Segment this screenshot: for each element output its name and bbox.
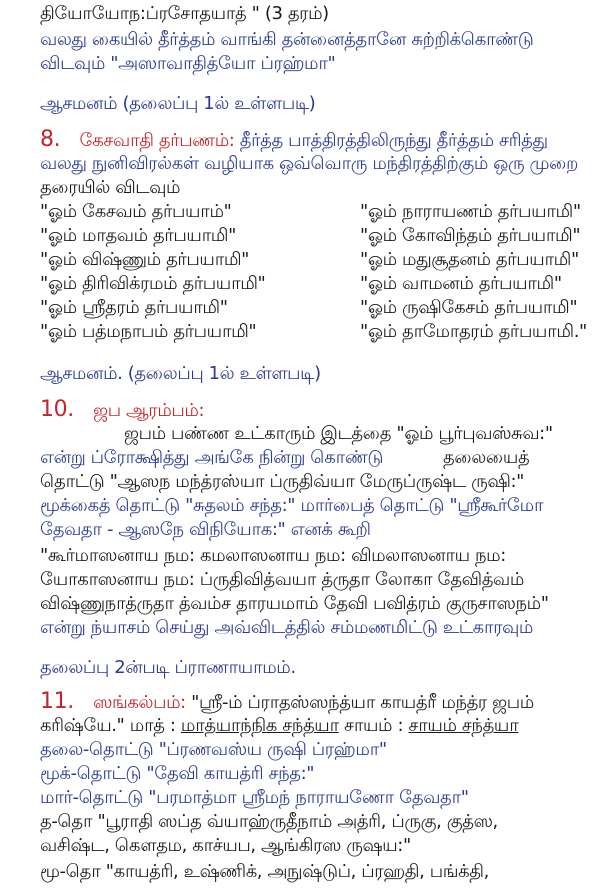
text-line: ஆசமனம் (தலைப்பு 1ல் உள்ளபடி) [40, 93, 316, 114]
section-number: 11. [40, 689, 74, 714]
text-line: மூக்கைத் தொட்டு "சுதலம் சந்த:" மார்பைத் தொட்டு "ஸ்ரீகூர்மோ [40, 495, 544, 516]
text-line: விஷ்ணுநாத்ருதா த்வம்ச தாரயமாம் தேவி பவித்ரம் குருசாஸநம்" [40, 593, 549, 614]
text-line: த-தொ "பூராதி ஸப்த வ்யாஹ்ருதீநாம் அத்ரி, ப்ருகு, குத்ஸ, [40, 811, 498, 832]
section-number: 8. [40, 127, 61, 152]
text-line: தொட்டு "ஆஸந மந்த்ரஸ்யா ப்ருதிவ்யா மேருப்ருஷ்ட ருஷி:" [40, 471, 525, 492]
mantra-left: "ஓம் திரிவிக்ரமம் தர்பயாமி" [40, 273, 266, 294]
mantra-left: "ஓம் விஷ்ணும் தர்பயாமி" [40, 249, 250, 270]
section-text: தீர்த்த பாத்திரத்திலிருந்து தீர்த்தம் சரித்து [239, 130, 548, 151]
section-10-heading [40, 398, 204, 422]
mantra-right: "ஓம் தாமோதரம் தர்பயாமி." [360, 321, 587, 342]
mantra-right: "ஓம் ருஷிகேசம் தர்பயாமி" [360, 297, 578, 318]
text-line: மார்-தொட்டு "பரமாத்மா ஸ்ரீமந் நாராயணோ தேவதா" [40, 787, 469, 808]
section-11-heading [40, 690, 534, 714]
text-line: மூக்-தொட்டு "தேவி காயத்ரி சந்த:" [40, 763, 315, 784]
tarpanam-row [40, 320, 587, 344]
text-segment: சாயம் சந்த்யா [408, 715, 519, 736]
text-segment: தலையைத் [443, 447, 530, 468]
text-line [40, 714, 518, 738]
mantra-left: "ஓம் ஸ்ரீதரம் தர்பயாமி" [40, 297, 228, 318]
text-line: தலைப்பு 2ன்படி ப்ராணாயாமம். [40, 657, 296, 678]
mantra-left: "ஓம் கேசவம் தர்பயாம்" [40, 201, 232, 222]
tarpanam-row [40, 248, 579, 272]
text-line: வலது கையில் தீர்த்தம் வாங்கி தன்னைத்தானே சுற்றிக்கொண்டு [40, 29, 534, 50]
text-segment: என்று ப்ரோக்ஷித்து அங்கே நின்று கொண்டு [40, 447, 383, 468]
text-line: தலை-தொட்டு "ப்ரணவஸ்ய ருஷி ப்ரஹ்மா" [40, 739, 387, 760]
text-line: விடவும் "அஸாவாதித்யோ ப்ரஹ்மா" [40, 53, 336, 74]
section-number: 10. [40, 397, 74, 422]
text-line: வலது நுனிவிரல்கள் வழியாக ஒவ்வொரு மந்திரத்திற்கும் ஒரு முறை [40, 153, 579, 174]
section-title: ஜப ஆரம்பம்: [93, 400, 205, 421]
mantra-right: "ஓம் கோவிந்தம் தர்பயாமி" [360, 225, 581, 246]
text-line: யோகாஸனாய நம: ப்ருதிவித்வயா த்ருதா லோகா தேவித்வம் [40, 569, 524, 590]
mantra-right: "ஓம் நாராயணம் தர்பயாமி" [360, 201, 581, 222]
text-line: ஆசமனம். (தலைப்பு 1ல் உள்ளபடி) [40, 363, 321, 384]
mantra-left: "ஓம் பத்மநாபம் தர்பயாமி" [40, 321, 257, 342]
text-line [40, 446, 529, 470]
text-line: ஜபம் பண்ண உட்காரும் இடத்தை "ஓம் பூர்புவஸ்சுவ:" [124, 423, 553, 444]
tarpanam-row [40, 272, 562, 296]
mantra-right: "ஓம் வாமனம் தர்பயாமி" [360, 273, 562, 294]
section-title: கேசவாதி தர்பணம்: [79, 130, 235, 151]
text-line: "கூர்மாஸனாய நம: கமலாஸனாய நம: விமலாஸனாய நம: [40, 545, 506, 566]
text-line: தரையில் விடவும் [40, 177, 181, 198]
section-title: ஸங்கல்பம்: [93, 692, 186, 713]
text-line: வசிஷ்ட, கௌதம, காச்யப, ஆங்கிரஸ ருஷய:" [40, 835, 411, 856]
section-text: "ஸ்ரீ-ம் ப்ராதஸ்ஸந்த்யா காயத்ரீ மந்த்ர ஜபம் [191, 692, 534, 713]
text-line: தியோயோந:ப்ரசோதயாத் " (3 தரம்) [40, 3, 329, 24]
text-line: மூ-தொ "காயத்ரி, உஷ்ணிக், அநுஷ்டுப், ப்ரஹதி, பங்க்தி, [40, 861, 489, 882]
mantra-left: "ஓம் மாதவம் தர்பயாமி" [40, 225, 236, 246]
section-8-heading [40, 128, 548, 152]
text-segment: சாயம் : [344, 715, 404, 736]
tarpanam-row [40, 296, 578, 320]
tarpanam-row [40, 224, 581, 248]
text-segment: மாத்யாந்நிக சந்த்யா [180, 715, 339, 736]
tarpanam-row [40, 200, 581, 224]
text-segment: கரிஷ்யே." மாத் : [40, 715, 176, 736]
text-line: தேவதா - ஆஸநே விநியோக:" எனக் கூறி [40, 519, 371, 540]
mantra-right: "ஓம் மதுசூதனம் தர்பயாமி" [360, 249, 579, 270]
text-line: என்று ந்யாசம் செய்து அவ்விடத்தில் சம்மணமிட்டு உட்காரவும் [40, 617, 533, 638]
